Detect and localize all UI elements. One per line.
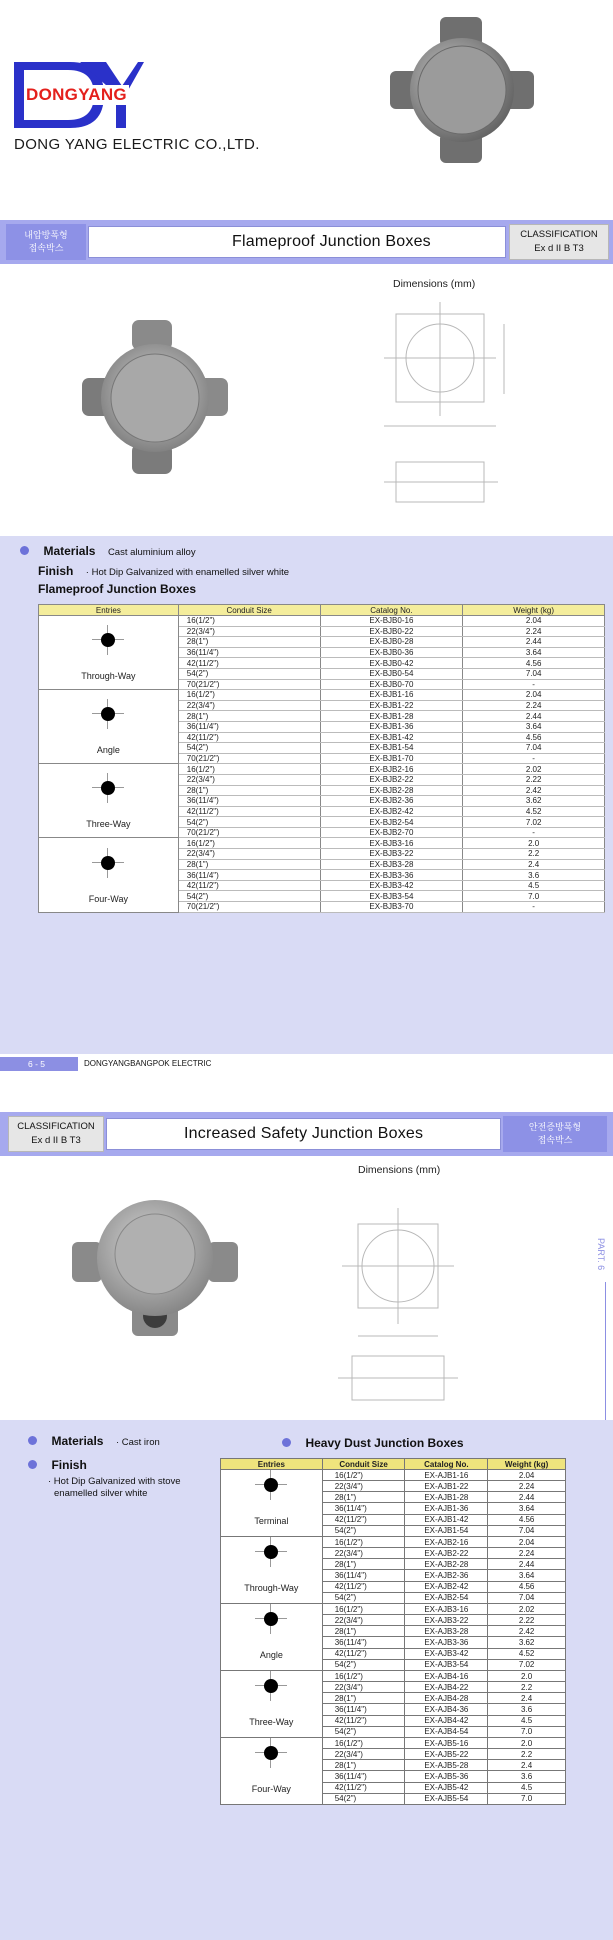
entry-label: Through-Way (81, 671, 136, 682)
entry-diagram-icon (88, 773, 128, 803)
finish-row-2 (28, 1456, 87, 1474)
entry-cell (39, 764, 179, 838)
table-row (39, 616, 605, 627)
catalog-no-cell: EX-AJB2-42 (405, 1581, 488, 1592)
conduit-size-cell: 54(2") (178, 817, 320, 828)
catalog-no-cell: EX-BJB0-16 (320, 616, 463, 627)
weight-cell: 3.64 (488, 1570, 566, 1581)
table-title: Flameproof Junction Boxes (38, 582, 197, 596)
catalog-no-cell: EX-AJB2-36 (405, 1570, 488, 1581)
weight-cell: 7.0 (463, 891, 605, 902)
weight-cell: 4.56 (488, 1514, 566, 1525)
weight-cell: 7.02 (463, 817, 605, 828)
kr-tag2-line1: 안전증방폭형 (528, 1122, 582, 1132)
conduit-size-cell: 28(1") (322, 1492, 405, 1503)
heavy-dust-table (220, 1458, 566, 1805)
entry-label: Angle (259, 1650, 283, 1660)
weight-cell: 4.5 (463, 880, 605, 891)
conduit-size-cell: 54(2") (178, 891, 320, 902)
catalog-no-cell: EX-AJB2-28 (405, 1559, 488, 1570)
page-title: Flameproof Junction Boxes (232, 233, 431, 250)
finish-label: Finish (38, 564, 74, 578)
weight-cell: 2.44 (463, 711, 605, 722)
conduit-size-cell: 54(2") (322, 1793, 405, 1804)
col-weight: Weight (kg) (463, 605, 605, 616)
conduit-size-cell: 22(3/4") (178, 849, 320, 860)
entry-diagram-icon (88, 848, 128, 878)
catalog-no-cell: EX-BJB2-36 (320, 796, 463, 807)
catalog-no-cell: EX-BJB2-54 (320, 817, 463, 828)
conduit-size-cell: 70(21/2") (178, 827, 320, 838)
conduit-size-cell: 36(11/4") (178, 796, 320, 807)
kr-tag-line2: 접속박스 (28, 243, 64, 253)
materials-row (20, 542, 196, 560)
weight-cell: 3.62 (488, 1637, 566, 1648)
entry-cell (221, 1738, 323, 1805)
conduit-size-cell: 54(2") (178, 743, 320, 754)
conduit-size-cell: 22(3/4") (322, 1749, 405, 1760)
weight-cell: 2.44 (488, 1492, 566, 1503)
weight-cell: 2.42 (488, 1626, 566, 1637)
catalog-no-cell: EX-AJB5-54 (405, 1793, 488, 1804)
weight-cell: - (463, 827, 605, 838)
conduit-size-cell: 16(1/2") (322, 1738, 405, 1749)
catalog-no-cell: EX-AJB4-54 (405, 1726, 488, 1737)
flameproof-table (38, 604, 605, 913)
col-entries-2: Entries (221, 1459, 323, 1470)
materials-row-2 (28, 1432, 160, 1450)
weight-cell: 2.4 (463, 859, 605, 870)
classification-label: CLASSIFICATION (520, 229, 598, 240)
finish-value-2 (48, 1476, 181, 1500)
conduit-size-cell: 42(11/2") (322, 1648, 405, 1659)
conduit-size-cell: 70(21/2") (178, 902, 320, 913)
catalog-no-cell: EX-AJB5-28 (405, 1760, 488, 1771)
weight-cell: 7.02 (488, 1659, 566, 1670)
entry-diagram-icon (251, 1604, 291, 1634)
conduit-size-cell: 28(1") (322, 1693, 405, 1704)
conduit-size-cell: 22(3/4") (322, 1481, 405, 1492)
kr-tag2-line2: 접속박스 (537, 1135, 573, 1145)
footer-page-number (0, 1057, 78, 1071)
catalog-no-cell: EX-AJB1-16 (405, 1470, 488, 1481)
weight-cell: 2.24 (463, 626, 605, 637)
conduit-size-cell: 28(1") (178, 711, 320, 722)
bullet-icon (282, 1438, 291, 1447)
weight-cell: 2.44 (488, 1559, 566, 1570)
conduit-size-cell: 16(1/2") (178, 616, 320, 627)
weight-cell: 3.6 (488, 1704, 566, 1715)
materials-label: Materials (43, 544, 96, 558)
conduit-size-cell: 22(3/4") (178, 774, 320, 785)
weight-cell: 7.04 (463, 743, 605, 754)
entry-diagram-icon (251, 1738, 291, 1768)
conduit-size-cell: 16(1/2") (322, 1537, 405, 1548)
weight-cell: 2.04 (488, 1537, 566, 1548)
catalog-no-cell: EX-AJB2-54 (405, 1592, 488, 1603)
catalog-no-cell: EX-AJB5-36 (405, 1771, 488, 1782)
weight-cell: 2.2 (488, 1682, 566, 1693)
table-title-2: Heavy Dust Junction Boxes (305, 1436, 464, 1450)
conduit-size-cell: 36(11/4") (322, 1570, 405, 1581)
finish-value-line2: enamelled silver white (54, 1488, 148, 1499)
entry-label: Four-Way (88, 893, 128, 904)
entry-cell (39, 616, 179, 690)
increased-safety-title-bar (0, 1112, 613, 1156)
conduit-size-cell: 28(1") (322, 1760, 405, 1771)
catalog-no-cell: EX-BJB3-22 (320, 849, 463, 860)
catalog-no-cell: EX-BJB0-42 (320, 658, 463, 669)
catalog-no-cell: EX-AJB5-22 (405, 1749, 488, 1760)
conduit-size-cell: 22(3/4") (322, 1682, 405, 1693)
dimensions-label-2: Dimensions (mm) (358, 1164, 441, 1176)
weight-cell: 2.22 (488, 1615, 566, 1626)
flameproof-title-bar (0, 220, 613, 264)
weight-cell: 2.0 (488, 1738, 566, 1749)
weight-cell: 3.6 (463, 870, 605, 881)
weight-cell: 2.4 (488, 1760, 566, 1771)
table-row (221, 1671, 566, 1682)
conduit-size-cell: 16(1/2") (322, 1604, 405, 1615)
weight-cell: 2.04 (488, 1470, 566, 1481)
catalog-no-cell: EX-AJB5-42 (405, 1782, 488, 1793)
catalog-no-cell: EX-AJB4-36 (405, 1704, 488, 1715)
catalog-no-cell: EX-BJB0-22 (320, 626, 463, 637)
conduit-size-cell: 22(3/4") (322, 1548, 405, 1559)
conduit-size-cell: 42(11/2") (322, 1581, 405, 1592)
catalog-no-cell: EX-BJB1-42 (320, 732, 463, 743)
finish-label-2: Finish (51, 1458, 87, 1472)
catalog-no-cell: EX-BJB2-70 (320, 827, 463, 838)
weight-cell: 4.56 (463, 658, 605, 669)
conduit-size-cell: 54(2") (322, 1525, 405, 1536)
catalog-no-cell: EX-BJB1-22 (320, 700, 463, 711)
conduit-size-cell: 42(11/2") (178, 880, 320, 891)
entry-cell (221, 1537, 323, 1604)
conduit-size-cell: 28(1") (322, 1559, 405, 1570)
weight-cell: 2.4 (488, 1693, 566, 1704)
entry-label: Through-Way (244, 1583, 299, 1593)
conduit-size-cell: 28(1") (322, 1626, 405, 1637)
weight-cell: 2.02 (463, 764, 605, 775)
catalog-no-cell: EX-AJB3-28 (405, 1626, 488, 1637)
kr-category-tag-2 (503, 1116, 607, 1152)
entry-label: Terminal (254, 1516, 289, 1526)
bullet-icon (20, 546, 29, 555)
conduit-size-cell: 70(21/2") (178, 753, 320, 764)
weight-cell: 3.64 (488, 1503, 566, 1514)
entry-cell (221, 1470, 323, 1537)
weight-cell: 2.22 (463, 774, 605, 785)
catalog-no-cell: EX-AJB2-16 (405, 1537, 488, 1548)
entry-cell (39, 690, 179, 764)
col-conduit-size-2: Conduit Size (322, 1459, 405, 1470)
company-logo (10, 58, 145, 132)
finish-value: · Hot Dip Galvanized with enamelled silver white (85, 567, 290, 578)
entry-diagram-icon (88, 625, 128, 655)
conduit-size-cell: 28(1") (178, 637, 320, 648)
weight-cell: 2.04 (463, 616, 605, 627)
bullet-icon (28, 1460, 37, 1469)
catalog-no-cell: EX-AJB1-22 (405, 1481, 488, 1492)
catalog-no-cell: EX-AJB2-22 (405, 1548, 488, 1559)
entry-label: Angle (96, 745, 120, 756)
catalog-no-cell: EX-BJB3-28 (320, 859, 463, 870)
conduit-size-cell: 16(1/2") (322, 1671, 405, 1682)
weight-cell: 3.62 (463, 796, 605, 807)
catalog-no-cell: EX-AJB1-54 (405, 1525, 488, 1536)
col-conduit-size: Conduit Size (178, 605, 320, 616)
catalog-no-cell: EX-BJB3-54 (320, 891, 463, 902)
conduit-size-cell: 16(1/2") (178, 764, 320, 775)
table-row (39, 764, 605, 775)
conduit-size-cell: 36(11/4") (322, 1771, 405, 1782)
conduit-size-cell: 16(1/2") (178, 690, 320, 701)
classification-value-2: Ex d II B T3 (31, 1135, 81, 1146)
product-photo-increased-safety (70, 1190, 240, 1340)
dimensions-label: Dimensions (mm) (393, 278, 476, 290)
col-catalog-no: Catalog No. (320, 605, 463, 616)
weight-cell: 4.56 (463, 732, 605, 743)
col-catalog-no-2: Catalog No. (405, 1459, 488, 1470)
dimension-drawing-increased-safety (328, 1188, 478, 1418)
conduit-size-cell: 70(21/2") (178, 679, 320, 690)
catalog-no-cell: EX-BJB0-70 (320, 679, 463, 690)
conduit-size-cell: 28(1") (178, 859, 320, 870)
materials-value-2: · Cast iron (115, 1437, 160, 1448)
catalog-no-cell: EX-AJB4-16 (405, 1671, 488, 1682)
catalog-no-cell: EX-BJB1-16 (320, 690, 463, 701)
finish-value-line1: · Hot Dip Galvanized with stove (48, 1476, 181, 1487)
catalog-no-cell: EX-BJB1-36 (320, 721, 463, 732)
conduit-size-cell: 42(11/2") (178, 732, 320, 743)
conduit-size-cell: 54(2") (322, 1592, 405, 1603)
conduit-size-cell: 42(11/2") (322, 1514, 405, 1525)
part-label: PART. 6 (596, 1238, 606, 1271)
weight-cell: 2.24 (463, 700, 605, 711)
catalog-no-cell: EX-BJB1-70 (320, 753, 463, 764)
weight-cell: 7.04 (488, 1592, 566, 1603)
weight-cell: - (463, 679, 605, 690)
weight-cell: 2.04 (463, 690, 605, 701)
footer-company: DONGYANGBANGPOK ELECTRIC (84, 1059, 212, 1068)
catalog-no-cell: EX-AJB3-16 (405, 1604, 488, 1615)
conduit-size-cell: 28(1") (178, 785, 320, 796)
kr-category-tag (6, 224, 86, 260)
weight-cell: - (463, 753, 605, 764)
dimension-drawing-flameproof (378, 294, 518, 524)
conduit-size-cell: 42(11/2") (178, 658, 320, 669)
entry-label: Three-Way (86, 819, 131, 830)
conduit-size-cell: 42(11/2") (322, 1782, 405, 1793)
weight-cell: 3.6 (488, 1771, 566, 1782)
conduit-size-cell: 54(2") (322, 1659, 405, 1670)
catalog-no-cell: EX-BJB1-28 (320, 711, 463, 722)
conduit-size-cell: 36(11/4") (178, 721, 320, 732)
conduit-size-cell: 16(1/2") (322, 1470, 405, 1481)
bullet-icon (28, 1436, 37, 1445)
page-title-2: Increased Safety Junction Boxes (184, 1125, 424, 1142)
catalog-no-cell: EX-BJB3-42 (320, 880, 463, 891)
catalog-no-cell: EX-AJB3-54 (405, 1659, 488, 1670)
catalog-no-cell: EX-AJB1-36 (405, 1503, 488, 1514)
weight-cell: 2.2 (488, 1749, 566, 1760)
catalog-no-cell: EX-BJB3-70 (320, 902, 463, 913)
weight-cell: 2.44 (463, 637, 605, 648)
weight-cell: 7.0 (488, 1793, 566, 1804)
catalog-no-cell: EX-BJB2-22 (320, 774, 463, 785)
col-entries: Entries (39, 605, 179, 616)
weight-cell: 4.52 (463, 806, 605, 817)
catalog-no-cell: EX-BJB2-42 (320, 806, 463, 817)
catalog-no-cell: EX-BJB1-54 (320, 743, 463, 754)
conduit-size-cell: 16(1/2") (178, 838, 320, 849)
catalog-no-cell: EX-BJB0-28 (320, 637, 463, 648)
conduit-size-cell: 42(11/2") (322, 1715, 405, 1726)
catalog-no-cell: EX-BJB0-36 (320, 647, 463, 658)
weight-cell: 4.56 (488, 1581, 566, 1592)
catalog-no-cell: EX-BJB2-16 (320, 764, 463, 775)
entry-cell (39, 838, 179, 912)
col-weight-2: Weight (kg) (488, 1459, 566, 1470)
classification-box-2 (8, 1116, 104, 1152)
table-row (221, 1470, 566, 1481)
catalog-no-cell: EX-AJB4-42 (405, 1715, 488, 1726)
conduit-size-cell: 22(3/4") (178, 700, 320, 711)
weight-cell: 7.04 (488, 1525, 566, 1536)
materials-label-2: Materials (51, 1434, 104, 1448)
classification-value: Ex d II B T3 (534, 243, 584, 254)
catalog-no-cell: EX-AJB1-28 (405, 1492, 488, 1503)
entry-label: Four-Way (251, 1784, 291, 1794)
conduit-size-cell: 36(11/4") (322, 1503, 405, 1514)
weight-cell: 2.42 (463, 785, 605, 796)
product-photo-flameproof-top (388, 15, 536, 165)
catalog-no-cell: EX-AJB4-28 (405, 1693, 488, 1704)
weight-cell: 7.0 (488, 1726, 566, 1737)
company-name: DONG YANG ELECTRIC CO.,LTD. (14, 136, 260, 153)
weight-cell: 4.5 (488, 1715, 566, 1726)
conduit-size-cell: 36(11/4") (322, 1637, 405, 1648)
catalog-no-cell: EX-BJB0-54 (320, 668, 463, 679)
entry-diagram-icon (251, 1671, 291, 1701)
weight-cell: 2.24 (488, 1481, 566, 1492)
entry-cell (221, 1671, 323, 1738)
product-photo-flameproof (80, 318, 230, 478)
table-row (39, 690, 605, 701)
kr-tag-line1: 내압방폭형 (24, 230, 68, 240)
weight-cell: 2.02 (488, 1604, 566, 1615)
entry-cell (221, 1604, 323, 1671)
entry-diagram-icon (251, 1470, 291, 1500)
weight-cell: 4.5 (488, 1782, 566, 1793)
table-row (39, 838, 605, 849)
classification-box (509, 224, 609, 260)
logo-text: DONGYANG (26, 85, 127, 104)
weight-cell: 2.24 (488, 1548, 566, 1559)
classification-label-2: CLASSIFICATION (17, 1121, 95, 1132)
weight-cell: 2.0 (463, 838, 605, 849)
entry-diagram-icon (251, 1537, 291, 1567)
table-title-row-2 (282, 1434, 464, 1452)
conduit-size-cell: 54(2") (178, 668, 320, 679)
catalog-no-cell: EX-AJB1-42 (405, 1514, 488, 1525)
table-row (221, 1537, 566, 1548)
page-footer (0, 1057, 613, 1071)
catalog-no-cell: EX-AJB5-16 (405, 1738, 488, 1749)
conduit-size-cell: 22(3/4") (178, 626, 320, 637)
table-row (221, 1738, 566, 1749)
catalog-no-cell: EX-BJB3-16 (320, 838, 463, 849)
catalog-no-cell: EX-BJB2-28 (320, 785, 463, 796)
catalog-no-cell: EX-BJB3-36 (320, 870, 463, 881)
conduit-size-cell: 54(2") (322, 1726, 405, 1737)
catalog-no-cell: EX-AJB3-42 (405, 1648, 488, 1659)
weight-cell: 3.64 (463, 647, 605, 658)
footer-page-text: 6 - 5 (28, 1059, 46, 1069)
materials-value: Cast aluminium alloy (107, 547, 196, 558)
conduit-size-cell: 42(11/2") (178, 806, 320, 817)
entry-label: Three-Way (249, 1717, 294, 1727)
entry-diagram-icon (88, 699, 128, 729)
catalog-no-cell: EX-AJB3-22 (405, 1615, 488, 1626)
finish-row (38, 562, 289, 580)
conduit-size-cell: 36(11/4") (178, 647, 320, 658)
weight-cell: 3.64 (463, 721, 605, 732)
table-row (221, 1604, 566, 1615)
conduit-size-cell: 36(11/4") (178, 870, 320, 881)
conduit-size-cell: 36(11/4") (322, 1704, 405, 1715)
weight-cell: 2.2 (463, 849, 605, 860)
weight-cell: 2.0 (488, 1671, 566, 1682)
catalog-no-cell: EX-AJB3-36 (405, 1637, 488, 1648)
weight-cell: - (463, 902, 605, 913)
conduit-size-cell: 22(3/4") (322, 1615, 405, 1626)
weight-cell: 4.52 (488, 1648, 566, 1659)
catalog-no-cell: EX-AJB4-22 (405, 1682, 488, 1693)
weight-cell: 7.04 (463, 668, 605, 679)
